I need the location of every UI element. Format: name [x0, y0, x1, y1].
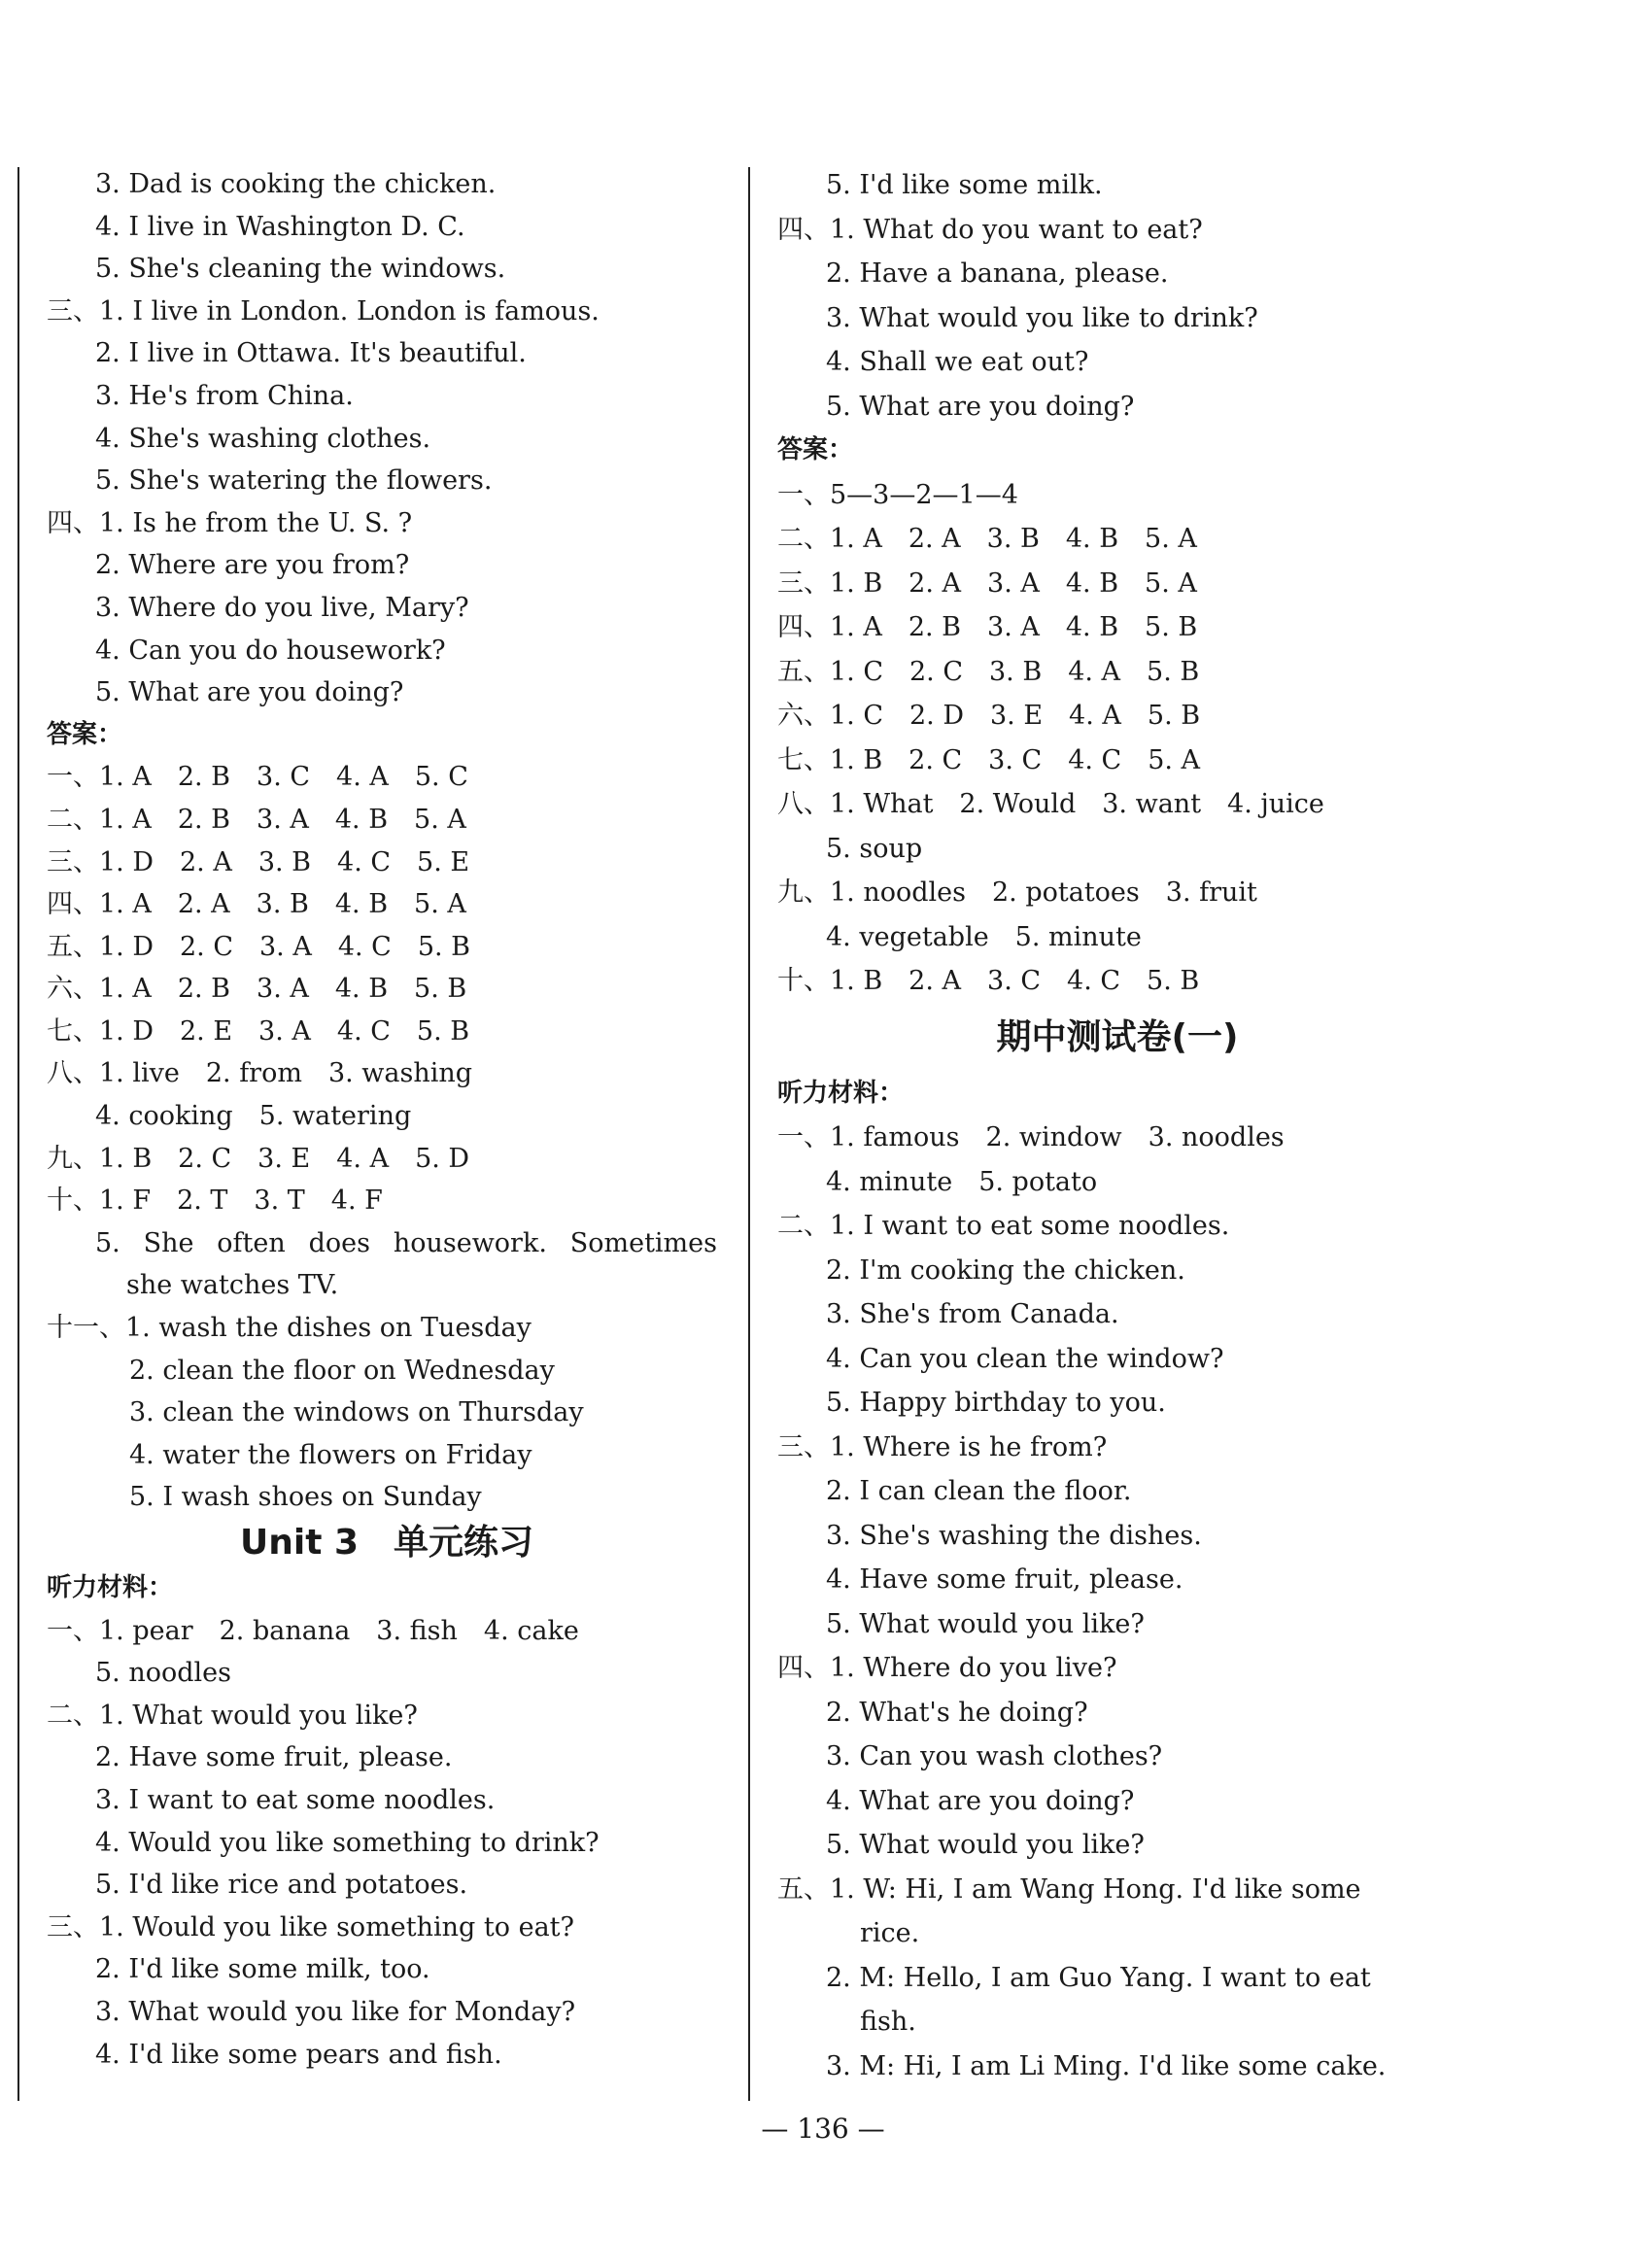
text-line: 2. I'm cooking the chicken.	[826, 1254, 1185, 1286]
left-margin-rule	[17, 167, 19, 2101]
text-line: 九、1. B 2. C 3. E 4. A 5. D	[47, 1143, 470, 1174]
text-line: 五、1. D 2. C 3. A 4. C 5. B	[47, 931, 471, 962]
text-line: 5. I'd like rice and potatoes.	[95, 1870, 468, 1901]
text-line: 4. water the flowers on Friday	[129, 1439, 532, 1470]
text-line: 二、1. What would you like?	[47, 1700, 418, 1731]
text-line: 四、1. What do you want to eat?	[777, 214, 1203, 245]
text-line: 5. She's watering the flowers.	[95, 465, 493, 497]
text-line: 五、1. C 2. C 3. B 4. A 5. B	[777, 656, 1200, 687]
text-line: 三、1. D 2. A 3. B 4. C 5. E	[47, 846, 470, 877]
page-number: — 136 —	[761, 2113, 885, 2145]
text-line: 5. I wash shoes on Sunday	[129, 1482, 482, 1513]
text-line: 5. She often does housework. Sometimes	[95, 1227, 717, 1258]
text-line: 4. I live in Washington D. C.	[95, 211, 465, 242]
text-line: 5. What are you doing?	[95, 677, 404, 708]
text-line: 六、1. C 2. D 3. E 4. A 5. B	[777, 701, 1201, 731]
text-line: 十一、1. wash the dishes on Tuesday	[47, 1313, 532, 1344]
text-line: 三、1. Where is he from?	[777, 1431, 1108, 1462]
text-line: 一、1. A 2. B 3. C 4. A 5. C	[47, 762, 468, 793]
subsection-label: 听力材料：	[777, 1078, 905, 1108]
text-line: 3. Can you wash clothes?	[826, 1741, 1163, 1771]
left-column	[47, 163, 727, 2076]
text-line: 六、1. A 2. B 3. A 4. B 5. B	[47, 974, 467, 1005]
text-line: 4. Shall we eat out?	[826, 347, 1089, 377]
text-line: 七、1. B 2. C 3. C 4. C 5. A	[777, 744, 1201, 775]
text-line: 四、1. A 2. B 3. A 4. B 5. B	[777, 612, 1198, 642]
text-line: 三、1. I live in London. London is famous.	[47, 295, 600, 326]
section-heading: Unit 3 单元练习	[240, 1523, 533, 1563]
subsection-label: 听力材料：	[47, 1573, 174, 1602]
text-line: 4. vegetable 5. minute	[826, 921, 1142, 952]
text-line: 2. clean the floor on Wednesday	[129, 1355, 555, 1386]
text-line: 3. clean the windows on Thursday	[129, 1397, 584, 1428]
text-line: 二、1. I want to eat some noodles.	[777, 1211, 1230, 1241]
subsection-label: 答案：	[47, 719, 123, 749]
text-line: 2. I can clean the floor.	[826, 1476, 1132, 1506]
text-line: 4. Would you like something to drink?	[95, 1827, 600, 1858]
text-line: 4. She's washing clothes.	[95, 423, 431, 454]
text-line: 5. Happy birthday to you.	[826, 1388, 1166, 1418]
text-line: 4. minute 5. potato	[826, 1166, 1098, 1197]
text-line: 七、1. D 2. E 3. A 4. C 5. B	[47, 1015, 470, 1047]
text-line: 3. M: Hi, I am Li Ming. I'd like some cake.	[826, 2050, 1387, 2081]
text-line: 3. He's from China.	[95, 380, 354, 411]
text-line: 3. She's from Canada.	[826, 1299, 1119, 1329]
text-line: 九、1. noodles 2. potatoes 3. fruit	[777, 877, 1257, 908]
text-line: 3. Dad is cooking the chicken.	[95, 169, 497, 199]
text-line: 5. What would you like?	[826, 1830, 1145, 1860]
text-line: 4. Can you clean the window?	[826, 1343, 1224, 1374]
text-line: 3. I want to eat some noodles.	[95, 1784, 496, 1815]
text-line: 四、1. A 2. A 3. B 4. B 5. A	[47, 889, 466, 920]
text-line: 3. What would you like to drink?	[826, 302, 1258, 333]
text-line: 5. What would you like?	[826, 1608, 1145, 1639]
text-line: 4. Can you do housework?	[95, 635, 446, 666]
section-heading: 期中测试卷(一)	[996, 1016, 1239, 1057]
text-line: 2. M: Hello, I am Guo Yang. I want to eat	[826, 1962, 1371, 1993]
text-line: 2. I live in Ottawa. It's beautiful.	[95, 338, 527, 369]
text-line: 3. Where do you live, Mary?	[95, 592, 469, 623]
text-line: 2. What's he doing?	[826, 1697, 1088, 1728]
text-line: rice.	[860, 1918, 920, 1948]
text-line: 十、1. B 2. A 3. C 4. C 5. B	[777, 966, 1200, 996]
text-line: 5. soup	[826, 833, 923, 864]
text-line: 4. cooking 5. watering	[95, 1101, 412, 1132]
column-divider	[748, 167, 750, 2101]
text-line: 5. I'd like some milk.	[826, 170, 1103, 200]
text-line: fish.	[860, 2007, 916, 2037]
text-line: 二、1. A 2. B 3. A 4. B 5. A	[47, 804, 466, 835]
text-line: 八、1. What 2. Would 3. want 4. juice	[777, 789, 1324, 819]
text-line: 3. She's washing the dishes.	[826, 1520, 1202, 1551]
text-line: 5. She's cleaning the windows.	[95, 254, 506, 285]
text-line: 2. I'd like some milk, too.	[95, 1954, 430, 1985]
text-line: 一、1. pear 2. banana 3. fish 4. cake	[47, 1615, 579, 1646]
text-line: 5. noodles	[95, 1658, 231, 1689]
text-line: 四、1. Where do you live?	[777, 1653, 1117, 1683]
text-line: 2. Have a banana, please.	[826, 258, 1169, 289]
text-line: 4. Have some fruit, please.	[826, 1564, 1183, 1595]
text-line: 三、1. B 2. A 3. A 4. B 5. A	[777, 567, 1197, 599]
text-line: 三、1. Would you like something to eat?	[47, 1911, 574, 1942]
right-column	[777, 163, 1457, 2088]
text-line: 3. What would you like for Monday?	[95, 1996, 576, 2027]
text-line: 四、1. Is he from the U. S. ?	[47, 507, 413, 538]
text-line: 一、5—3—2—1—4	[777, 479, 1018, 510]
text-line: 4. What are you doing?	[826, 1785, 1135, 1816]
text-line: 4. I'd like some pears and fish.	[95, 2039, 502, 2070]
text-line: she watches TV.	[126, 1270, 339, 1301]
subsection-label: 答案：	[777, 435, 854, 464]
text-line: 二、1. A 2. A 3. B 4. B 5. A	[777, 524, 1197, 554]
text-line: 2. Have some fruit, please.	[95, 1742, 453, 1773]
text-line: 十、1. F 2. T 3. T 4. F	[47, 1186, 383, 1217]
text-line: 八、1. live 2. from 3. washing	[47, 1058, 473, 1089]
text-line: 5. What are you doing?	[826, 391, 1135, 422]
text-line: 一、1. famous 2. window 3. noodles	[777, 1122, 1285, 1152]
text-line: 2. Where are you from?	[95, 550, 410, 581]
text-line: 五、1. W: Hi, I am Wang Hong. I'd like some	[777, 1873, 1361, 1905]
